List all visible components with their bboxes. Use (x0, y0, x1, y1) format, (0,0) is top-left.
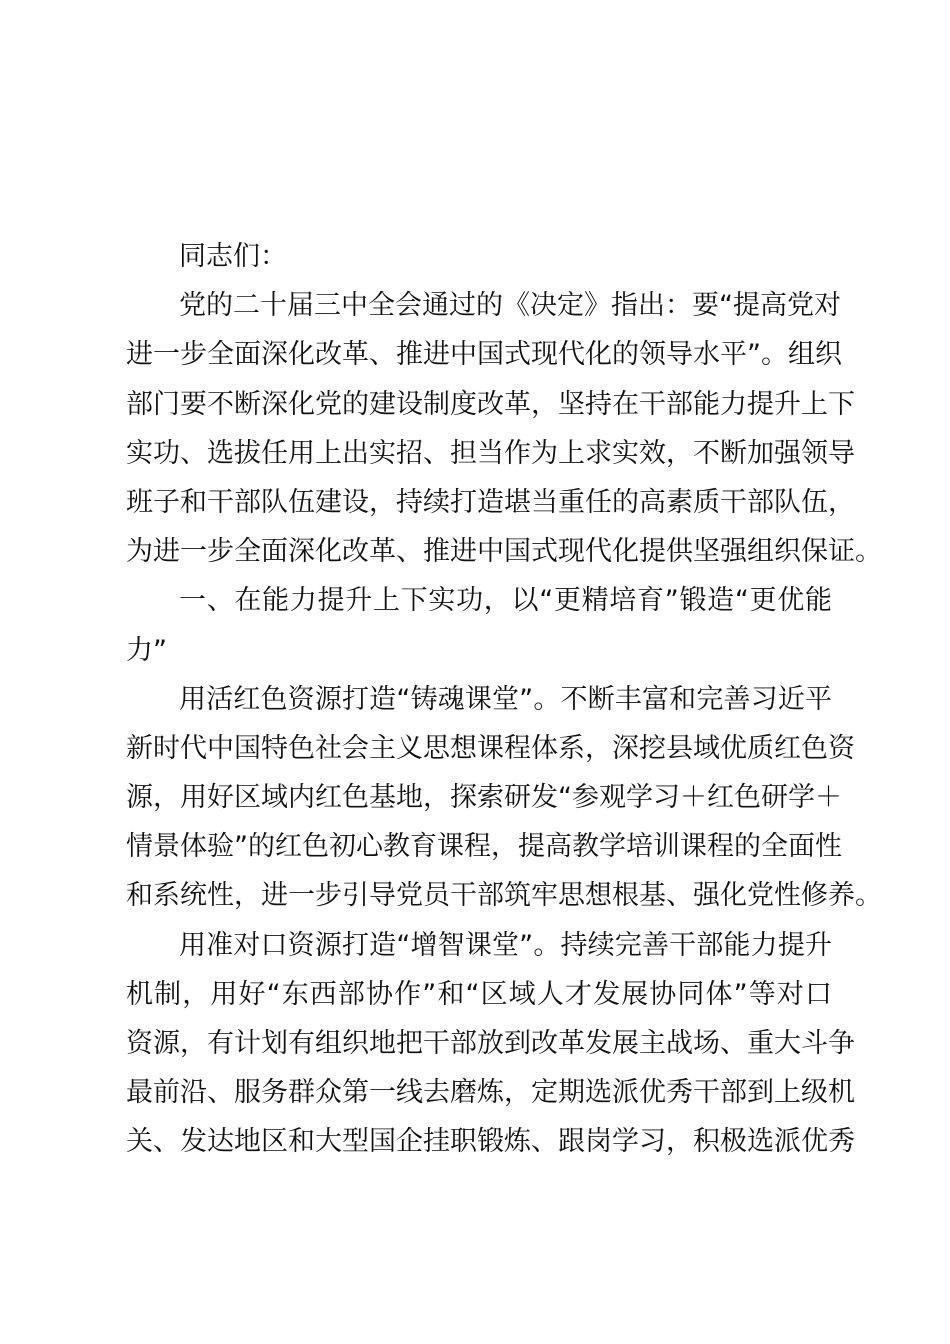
section-heading-1 (126, 576, 832, 674)
paragraph-line: 用准对口资源打造“增智课堂”。持续完善干部能力提升 (179, 929, 832, 961)
paragraph-line: 源，用好区域内红色基地，探索研发“参观学习＋红色研学＋ (126, 782, 842, 814)
document-body (126, 232, 882, 1167)
paragraph-line: 关、发达地区和大型国企挂职锻炼、跟岗学习，积极选派优秀 (126, 1126, 855, 1158)
salutation: 同志们： (179, 241, 287, 272)
paragraph-line: 情景体验”的红色初心教育课程，提高教学培训课程的全面性 (126, 831, 842, 863)
paragraph-line: 最前沿、服务群众第一线去磨炼，定期选派优秀干部到上级机 (126, 1077, 855, 1109)
paragraph-line: 实功、选拔任用上出实招、担当作为上求实效，不断加强领导 (126, 437, 855, 469)
paragraph-line: 和系统性，进一步引导党员干部筑牢思想根基、强化党性修养。 (126, 880, 882, 912)
paragraph-line: 用活红色资源打造“铸魂课堂”。不断丰富和完善习近平 (179, 683, 832, 715)
paragraph-line: 为进一步全面深化改革、推进中国式现代化提供坚强组织保证。 (126, 536, 882, 568)
paragraph-red-resources (126, 675, 882, 921)
paragraph-line: 班子和干部队伍建设，持续打造堪当重任的高素质干部队伍， (126, 486, 855, 518)
paragraph-line: 资源，有计划有组织地把干部放到改革发展主战场、重大斗争 (126, 1028, 855, 1059)
paragraph-line: 部门要不断深化党的建设制度改革，坚持在干部能力提升上下 (126, 388, 855, 420)
heading-line: 力” (126, 634, 167, 666)
paragraph-line: 新时代中国特色社会主义思想课程体系，深挖县域优质红色资 (126, 732, 855, 764)
paragraph-counterpart-resources (126, 921, 855, 1167)
paragraph-line: 机制，用好“东西部协作”和“区域人才发展协同体”等对口 (126, 978, 832, 1010)
paragraph-line: 党的二十届三中全会通过的《决定》指出：要“提高党对 (179, 290, 841, 322)
intro-paragraph (126, 281, 882, 576)
heading-line: 一、在能力提升上下实功，以“更精培育”锻造“更优能 (179, 585, 832, 617)
paragraph-line: 进一步全面深化改革、推进中国式现代化的领导水平”。组织 (126, 339, 842, 371)
